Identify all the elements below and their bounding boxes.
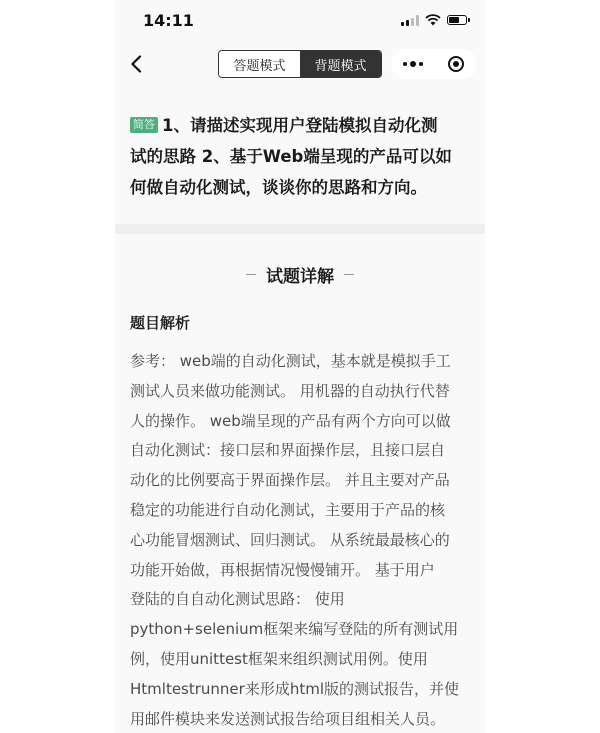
analysis-line: 心功能冒烟测试、回归测试。 从系统最最核心的 [130, 530, 450, 549]
analysis-line: python+selenium框架来编写登陆的所有测试用 [130, 620, 459, 639]
battery-icon [447, 15, 467, 25]
nav-bar [115, 44, 485, 84]
analysis-line: 用邮件模块来发送测试报告给项目组相关人员。 [130, 709, 446, 728]
tab-recite-mode[interactable]: 背题模式 [300, 51, 381, 77]
wifi-icon [425, 14, 441, 26]
section-title: 试题详解 [266, 267, 334, 287]
back-button[interactable] [123, 51, 149, 77]
analysis-line: Htmltestrunner来形成html版的测试报告，并使 [130, 679, 459, 698]
target-close-icon [448, 56, 464, 72]
phone-screen [115, 0, 485, 733]
more-dots-icon [403, 61, 423, 67]
question-text [130, 110, 475, 203]
header-dash-left [246, 274, 256, 275]
section-header [115, 262, 485, 287]
section-divider [115, 224, 485, 234]
analysis-line: 登陆的自自动化测试思路： 使用 [130, 590, 345, 609]
analysis-line: 参考： web端的自动化测试，基本就是模拟手工 [130, 352, 451, 370]
more-button[interactable] [391, 49, 434, 79]
header-dash-right [344, 274, 354, 275]
chevron-left-icon [130, 55, 142, 73]
mini-program-capsule [391, 49, 477, 79]
mode-toggle [218, 50, 382, 78]
status-bar [115, 0, 485, 44]
question-line: 何做自动化测试，谈谈你的思路和方向。 [130, 178, 427, 197]
status-time: 14:11 [143, 11, 194, 30]
analysis-line: 功能开始做，再根据情况慢慢铺开。 基于用户 [130, 560, 435, 579]
analysis-title: 题目解析 [130, 314, 191, 332]
detail-card [115, 234, 485, 733]
analysis-line: 例，使用unittest框架来组织测试用例。使用 [130, 649, 428, 668]
question-line: 试的思路 2、基于Web端呈现的产品可以如 [130, 147, 452, 166]
tab-answer-mode[interactable]: 答题模式 [219, 51, 300, 77]
question-line: 1、请描述实现用户登陆模拟自动化测 [162, 116, 438, 135]
analysis-line: 动化的比例要高于界面操作层。 并且主要对产品 [130, 471, 450, 490]
analysis-line: 测试人员来做功能测试。 用机器的自动执行代替 [130, 381, 450, 400]
analysis-body [130, 347, 470, 733]
analysis-line: 自动化测试：接口层和界面操作层，且接口层自 [130, 441, 446, 460]
analysis-line: 稳定的功能进行自动化测试，主要用于产品的核 [130, 500, 446, 519]
status-icons [401, 14, 467, 26]
close-program-button[interactable] [434, 49, 477, 79]
analysis-line: 人的操作。 web端呈现的产品有两个方向可以做 [130, 411, 451, 430]
cellular-signal-icon [401, 15, 419, 26]
question-type-badge: 简答 [130, 117, 158, 133]
